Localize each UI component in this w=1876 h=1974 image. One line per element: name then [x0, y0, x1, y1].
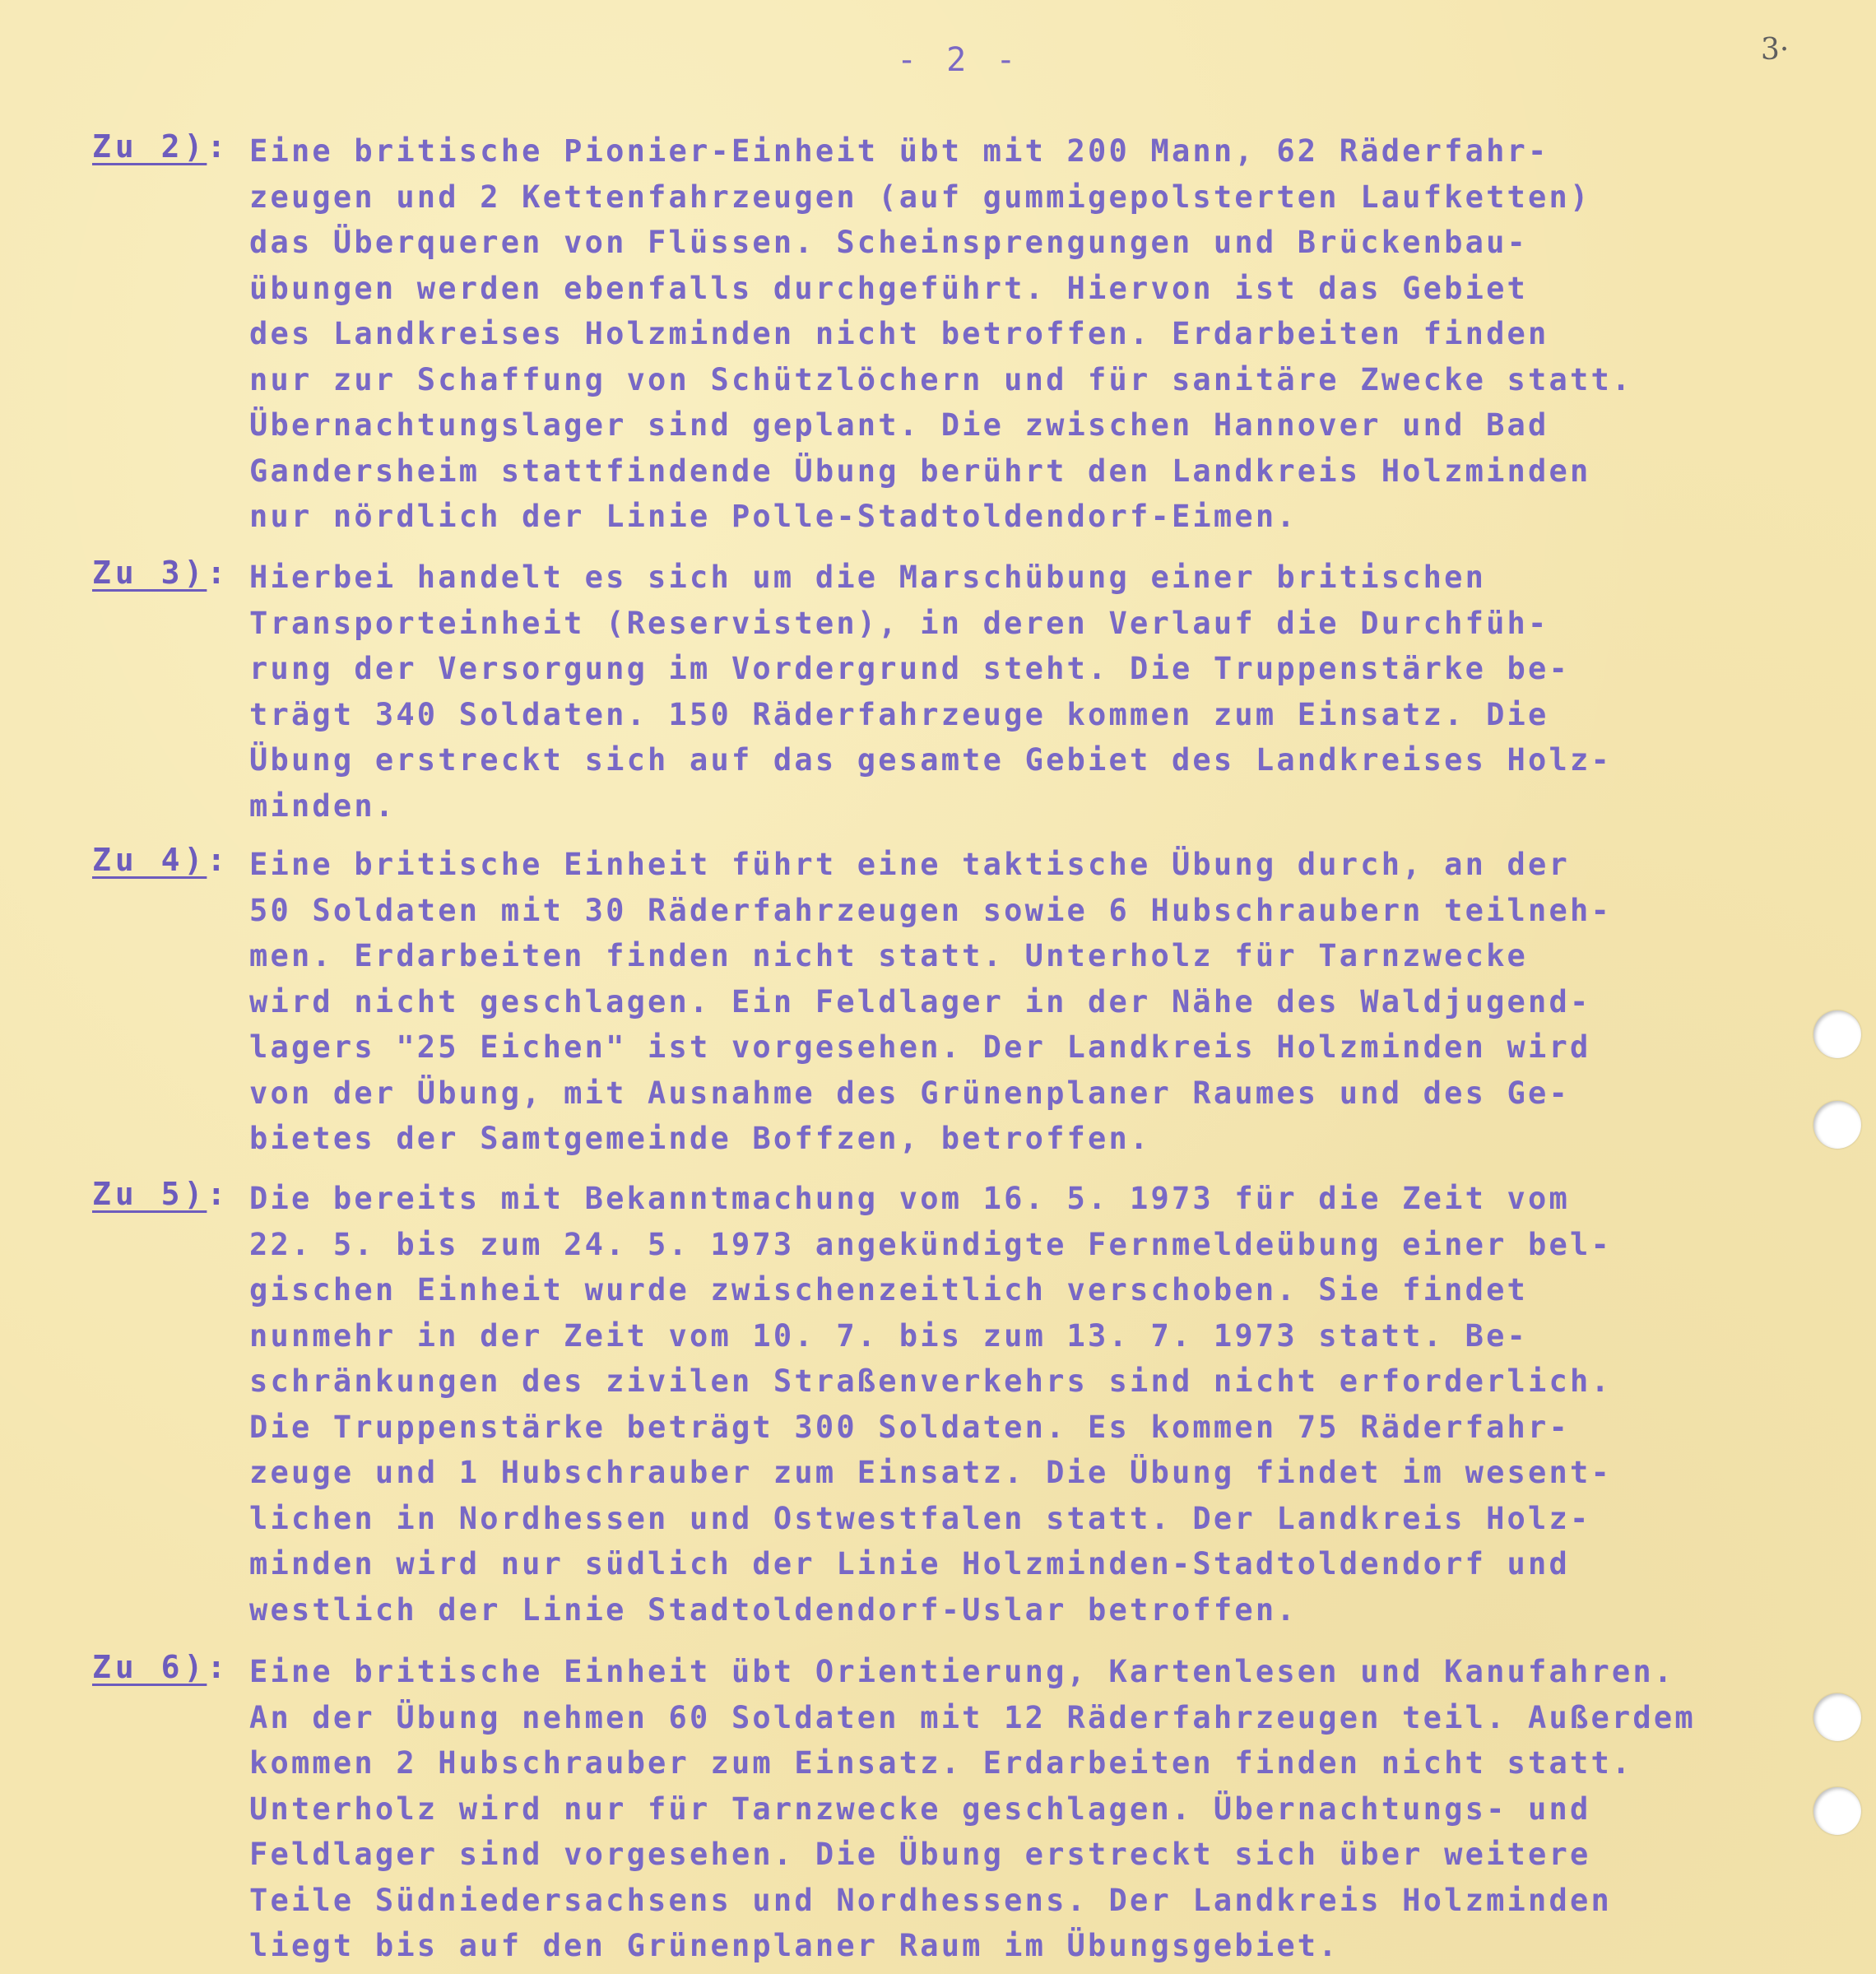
text-line: Die bereits mit Bekanntmachung vom 16. 5. 1973 für die Zeit vom [249, 1181, 1570, 1216]
section-label: Zu 4): [92, 842, 230, 878]
punch-hole [1813, 1101, 1861, 1149]
punch-hole [1813, 1010, 1861, 1058]
text-line: übungen werden ebenfalls durchgeführt. Hiervon ist das Gebiet [249, 270, 1529, 306]
text-line: trägt 340 Soldaten. 150 Räderfahrzeuge kommen zum Einsatz. Die [249, 696, 1549, 732]
text-line: men. Erdarbeiten finden nicht statt. Unterholz für Tarnzwecke [249, 938, 1529, 973]
text-line: Eine britische Pionier-Einheit übt mit 200 Mann, 62 Räderfahr- [249, 133, 1549, 169]
text-line: An der Übung nehmen 60 Soldaten mit 12 Räderfahrzeugen teil. Außerdem [249, 1699, 1696, 1735]
text-line: bietes der Samtgemeinde Boffzen, betroffen. [249, 1121, 1151, 1156]
text-line: Übernachtungslager sind geplant. Die zwischen Hannover und Bad [249, 407, 1549, 443]
section-text [249, 1176, 1813, 1633]
text-line: des Landkreises Holzminden nicht betroffen. Erdarbeiten finden [249, 316, 1549, 351]
text-line: nur nördlich der Linie Polle-Stadtoldendorf-Eimen. [249, 499, 1298, 534]
text-line: rung der Versorgung im Vordergrund steht. Die Truppenstärke be- [249, 651, 1570, 686]
section-text [249, 128, 1813, 540]
text-line: minden wird nur südlich der Linie Holzminden-Stadtoldendorf und [249, 1546, 1570, 1582]
text-line: 22. 5. bis zum 24. 5. 1973 angekündigte Fernmeldeübung einer bel- [249, 1226, 1612, 1262]
text-line: Eine britische Einheit übt Orientierung, Kartenlesen und Kanufahren. [249, 1654, 1675, 1689]
text-line: lichen in Nordhessen und Ostwestfalen statt. Der Landkreis Holz- [249, 1500, 1591, 1536]
section-label: Zu 2): [92, 128, 230, 165]
text-line: Hierbei handelt es sich um die Marschübung einer britischen [249, 560, 1487, 595]
section-text [249, 842, 1813, 1162]
punch-hole [1813, 1693, 1861, 1741]
text-line: Gandersheim stattfindende Übung berührt den Landkreis Holzminden [249, 453, 1591, 489]
section-text [249, 555, 1813, 829]
text-line: zeugen und 2 Kettenfahrzeugen (auf gummigepolsterten Laufketten) [249, 179, 1591, 215]
text-line: zeuge und 1 Hubschrauber zum Einsatz. Die Übung findet im wesent- [249, 1455, 1612, 1490]
text-line: Die Truppenstärke beträgt 300 Soldaten. Es kommen 75 Räderfahr- [249, 1409, 1570, 1445]
text-line: nunmehr in der Zeit vom 10. 7. bis zum 13. 7. 1973 statt. Be- [249, 1317, 1529, 1354]
text-line: Transporteinheit (Reservisten), in deren Verlauf die Durchfüh- [249, 605, 1549, 641]
text-line: nur zur Schaffung von Schützlöchern und für sanitäre Zwecke statt. [249, 361, 1633, 397]
text-line: kommen 2 Hubschrauber zum Einsatz. Erdarbeiten finden nicht statt. [249, 1745, 1633, 1781]
text-line: das Überqueren von Flüssen. Scheinsprengungen und Brückenbau- [249, 225, 1529, 260]
text-line: von der Übung, mit Ausnahme des Grünenplaner Raumes und des Ge- [249, 1075, 1570, 1111]
text-line: lagers "25 Eichen" ist vorgesehen. Der Landkreis Holzminden wird [249, 1029, 1591, 1065]
text-line: Eine britische Einheit führt eine taktische Übung durch, an der [249, 847, 1570, 882]
text-line: 50 Soldaten mit 30 Räderfahrzeugen sowie 6 Hubschraubern teilneh- [249, 892, 1612, 928]
handwritten-corner-mark: 3· [1761, 33, 1790, 67]
section-label: Zu 5): [92, 1176, 230, 1212]
text-line: liegt bis auf den Grünenplaner Raum im Übungsgebiet. [249, 1928, 1340, 1963]
text-line: Unterholz wird nur für Tarnzwecke geschlagen. Übernachtungs- und [249, 1791, 1591, 1827]
text-line: minden. [249, 787, 397, 824]
page-number: - 2 - [897, 41, 1021, 79]
section-label: Zu 6): [92, 1649, 230, 1685]
text-line: Teile Südniedersachsens und Nordhessens. Der Landkreis Holzminden [249, 1882, 1612, 1918]
text-line: westlich der Linie Stadtoldendorf-Uslar betroffen. [249, 1591, 1298, 1628]
text-line: Feldlager sind vorgesehen. Die Übung erstreckt sich über weitere [249, 1837, 1591, 1872]
text-line: gischen Einheit wurde zwischenzeitlich verschoben. Sie findet [249, 1272, 1529, 1307]
text-line: wird nicht geschlagen. Ein Feldlager in der Nähe des Waldjugend- [249, 983, 1591, 1020]
section-label: Zu 3): [92, 555, 230, 591]
punch-hole [1813, 1787, 1861, 1835]
section-text [249, 1649, 1813, 1969]
text-line: Übung erstreckt sich auf das gesamte Gebiet des Landkreises Holz- [249, 742, 1612, 778]
text-line: schränkungen des zivilen Straßenverkehrs sind nicht erforderlich. [249, 1363, 1612, 1399]
